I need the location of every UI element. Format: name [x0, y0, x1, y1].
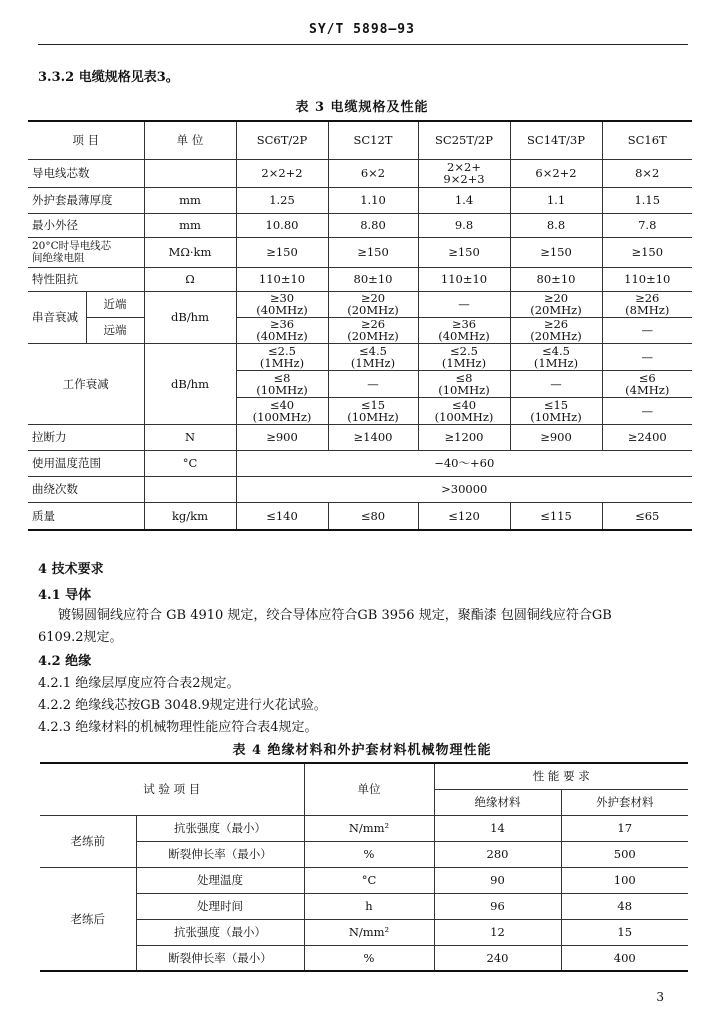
t3-cell: 2×2+2: [236, 159, 328, 187]
t3-sub-label: 近端: [86, 291, 144, 317]
t3-cell: ≤40 (100MHz): [236, 397, 328, 424]
t4-group-label: 老练后: [40, 867, 136, 971]
t3-cell: ≥1400: [328, 424, 418, 450]
t4-item: 断裂伸长率（最小）: [136, 945, 304, 971]
table4-caption: 表 4 绝缘材料和外护套材料机械物理性能: [232, 743, 492, 758]
table3-caption: 表 3 电缆规格及性能: [295, 100, 429, 115]
t4-item: 处理温度: [136, 867, 304, 893]
t3-row-label: 导电线芯数: [28, 159, 144, 187]
t3-cell: ≤140: [236, 502, 328, 530]
t4-header-sheath: 外护套材料: [561, 789, 688, 815]
t3-cell: —: [602, 343, 692, 370]
t4-item: 抗张强度（最小）: [136, 919, 304, 945]
t3-cell: —: [418, 291, 510, 317]
t3-cell: ≤80: [328, 502, 418, 530]
t3-cell-unit: MΩ·km: [144, 237, 236, 267]
t3-cell: ≥20 (20MHz): [510, 291, 602, 317]
t4-ins: 280: [434, 841, 561, 867]
t4-unit: N/mm²: [304, 815, 434, 841]
t3-cell: ≥150: [236, 237, 328, 267]
t3-cell: ≤8 (10MHz): [418, 370, 510, 397]
t3-cell: ≤65: [602, 502, 692, 530]
t3-cell-unit: dB/hm: [144, 291, 236, 343]
t3-cell-unit: mm: [144, 187, 236, 213]
clause-3-3-2: 3.3.2 电缆规格见表3。: [38, 70, 179, 85]
t3-cell: 2×2+ 9×2+3: [418, 159, 510, 187]
header-rule: [38, 44, 688, 45]
t3-cell: ≥30 (40MHz): [236, 291, 328, 317]
t4-ins: 90: [434, 867, 561, 893]
t4-sheath: 15: [561, 919, 688, 945]
t4-sheath: 17: [561, 815, 688, 841]
t4-header-unit: 单位: [304, 763, 434, 815]
t4-item: 断裂伸长率（最小）: [136, 841, 304, 867]
t3-cell: ≤2.5 (1MHz): [418, 343, 510, 370]
t4-sheath: 400: [561, 945, 688, 971]
t4-sheath: 500: [561, 841, 688, 867]
t3-cell: ≥36 (40MHz): [418, 317, 510, 343]
t3-cell: 110±10: [418, 267, 510, 291]
t3-cell: 6×2: [328, 159, 418, 187]
t3-cell: ≥150: [510, 237, 602, 267]
t3-cell: ≥900: [510, 424, 602, 450]
t4-unit: °C: [304, 867, 434, 893]
t3-cell-unit: mm: [144, 213, 236, 237]
section-4-1-heading: 4.1 导体: [38, 588, 92, 603]
t3-cell: 80±10: [328, 267, 418, 291]
t4-group-label: 老练前: [40, 815, 136, 867]
t3-cell: 8.8: [510, 213, 602, 237]
clause-4-2-3: 4.2.3 绝缘材料的机械物理性能应符合表4规定。: [38, 720, 318, 735]
t3-row-label: 特性阻抗: [28, 267, 144, 291]
section-4-2-heading: 4.2 绝缘: [38, 654, 92, 669]
t3-cell: ≥900: [236, 424, 328, 450]
t3-cell: ≥150: [602, 237, 692, 267]
t3-cell: 6×2+2: [510, 159, 602, 187]
t4-sheath: 100: [561, 867, 688, 893]
t4-unit: N/mm²: [304, 919, 434, 945]
t3-cell: ≤120: [418, 502, 510, 530]
t3-cell: 110±10: [236, 267, 328, 291]
t3-cell: —: [602, 397, 692, 424]
t3-cell: 1.4: [418, 187, 510, 213]
t3-cell: ≤4.5 (1MHz): [328, 343, 418, 370]
t4-ins: 96: [434, 893, 561, 919]
t4-item: 处理时间: [136, 893, 304, 919]
t3-cell-unit: dB/hm: [144, 343, 236, 424]
table4: [40, 762, 688, 972]
t3-cell: ≤15 (10MHz): [510, 397, 602, 424]
t3-cell: ≥2400: [602, 424, 692, 450]
section-4-heading: 4 技术要求: [38, 562, 104, 577]
t3-cell: 110±10: [602, 267, 692, 291]
t4-header-ins: 绝缘材料: [434, 789, 561, 815]
t3-cell: ≥26 (8MHz): [602, 291, 692, 317]
t3-cell: 7.8: [602, 213, 692, 237]
table3: [28, 120, 692, 531]
t3-cell: ≥150: [418, 237, 510, 267]
t3-cell: ≤2.5 (1MHz): [236, 343, 328, 370]
t3-row-label: 曲绕次数: [28, 476, 144, 502]
t3-row-label: 工作衰减: [28, 343, 144, 424]
t3-cell: ≤4.5 (1MHz): [510, 343, 602, 370]
t3-cell: 9.8: [418, 213, 510, 237]
t3-cell: 1.10: [328, 187, 418, 213]
t3-cell-span: −40～+60: [236, 450, 692, 476]
t4-unit: %: [304, 945, 434, 971]
t4-ins: 14: [434, 815, 561, 841]
t3-header-item: 项 目: [28, 121, 144, 159]
t3-cell-unit: °C: [144, 450, 236, 476]
clause-4-2-1: 4.2.1 绝缘层厚度应符合表2规定。: [38, 676, 240, 691]
t3-header-unit: 单 位: [144, 121, 236, 159]
t3-cell: —: [510, 370, 602, 397]
t3-cell: 8×2: [602, 159, 692, 187]
t4-header-test: 试 验 项 目: [40, 763, 304, 815]
t3-cell-unit: [144, 159, 236, 187]
t3-row-label: 外护套最薄厚度: [28, 187, 144, 213]
t4-header-perf: 性 能 要 求: [434, 763, 688, 789]
t3-cell: 8.80: [328, 213, 418, 237]
t3-cell: ≥26 (20MHz): [328, 317, 418, 343]
t3-cell: ≤8 (10MHz): [236, 370, 328, 397]
t3-cell: 1.15: [602, 187, 692, 213]
t4-ins: 240: [434, 945, 561, 971]
t3-cell: 1.25: [236, 187, 328, 213]
t3-row-label: 20°C时导电线芯 间绝缘电阻: [28, 237, 144, 267]
t3-cell: —: [602, 317, 692, 343]
t3-cell: ≥20 (20MHz): [328, 291, 418, 317]
t4-ins: 12: [434, 919, 561, 945]
t3-cell: —: [328, 370, 418, 397]
t3-cell: ≤15 (10MHz): [328, 397, 418, 424]
t3-header-model: SC16T: [602, 121, 692, 159]
clause-4-2-2: 4.2.2 绝缘线芯按GB 3048.9规定进行火花试验。: [38, 698, 327, 713]
page-number: 3: [656, 990, 664, 1004]
t3-row-label: 最小外径: [28, 213, 144, 237]
section-4-1-text-line2: 6109.2规定。: [38, 630, 123, 645]
t3-sub-label: 远端: [86, 317, 144, 343]
section-4-1-text-line1: 镀锡圆铜线应符合 GB 4910 规定，绞合导体应符合GB 3956 规定，聚酯漆 包圆铜线应符合GB: [58, 608, 612, 623]
t3-cell-unit: [144, 476, 236, 502]
t4-unit: h: [304, 893, 434, 919]
t4-sheath: 48: [561, 893, 688, 919]
t3-row-label: 质量: [28, 502, 144, 530]
t3-cell-span: >30000: [236, 476, 692, 502]
t3-cell: ≤40 (100MHz): [418, 397, 510, 424]
t3-cell-unit: Ω: [144, 267, 236, 291]
t3-header-model: SC6T/2P: [236, 121, 328, 159]
t3-cell: 1.1: [510, 187, 602, 213]
t3-cell: ≤115: [510, 502, 602, 530]
t3-cell: ≥26 (20MHz): [510, 317, 602, 343]
t3-cell-unit: N: [144, 424, 236, 450]
t3-cell: ≤6 (4MHz): [602, 370, 692, 397]
t3-cell: ≥36 (40MHz): [236, 317, 328, 343]
t3-cell-unit: kg/km: [144, 502, 236, 530]
t3-cell: 10.80: [236, 213, 328, 237]
t3-header-model: SC14T/3P: [510, 121, 602, 159]
page-header: SY/T 5898—93: [309, 22, 415, 37]
t4-unit: %: [304, 841, 434, 867]
t3-header-model: SC12T: [328, 121, 418, 159]
t3-cell: ≥150: [328, 237, 418, 267]
t3-header-model: SC25T/2P: [418, 121, 510, 159]
t4-item: 抗张强度（最小）: [136, 815, 304, 841]
t3-cell: ≥1200: [418, 424, 510, 450]
t3-row-label: 使用温度范围: [28, 450, 144, 476]
t3-row-label: 拉断力: [28, 424, 144, 450]
t3-cell: 80±10: [510, 267, 602, 291]
t3-row-label: 串音衰减: [28, 291, 86, 343]
